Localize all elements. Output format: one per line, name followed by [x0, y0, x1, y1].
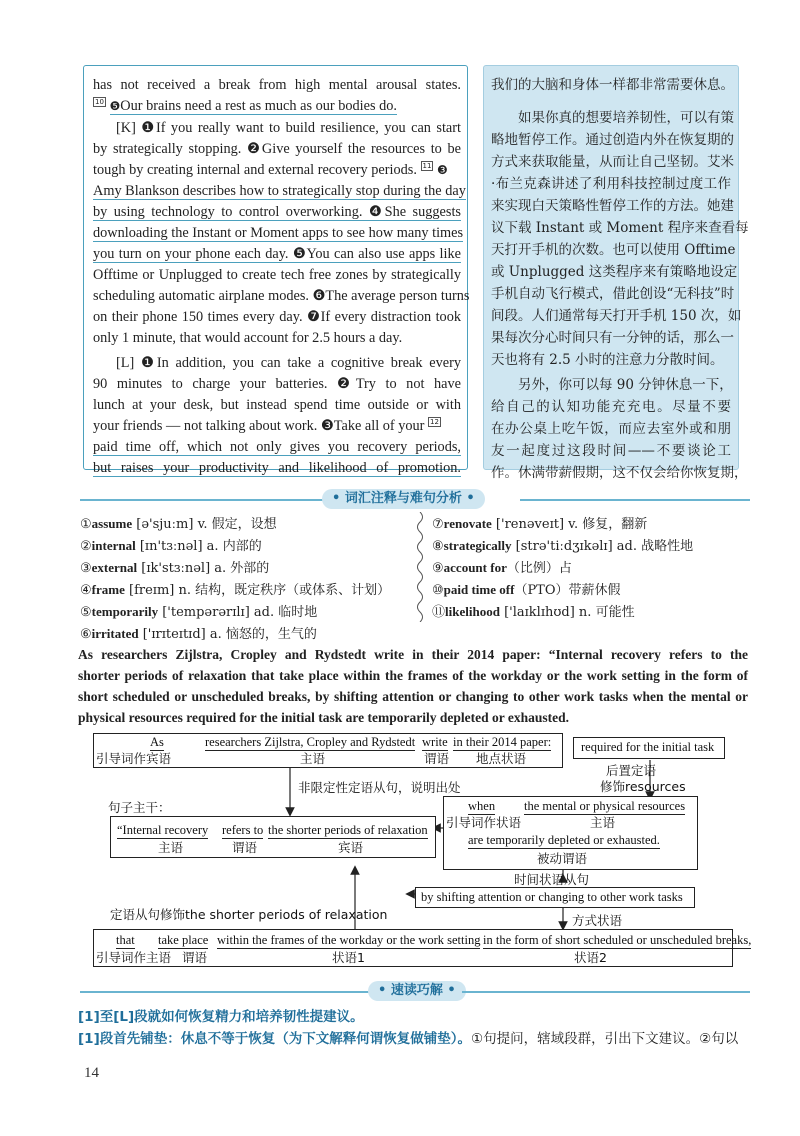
- diagram-word: within the frames of the workday or the work setting: [217, 933, 481, 947]
- diagram-label: 引导词作主语: [96, 950, 172, 965]
- translation-line: 我们的大脑和身体一样都非常需要休息。: [491, 77, 734, 93]
- sentence-marker: 11: [422, 162, 432, 171]
- reading-line: only 1 minute, that would account for 2.5 hours a day.: [93, 330, 403, 346]
- diagram-word: researchers Zijlstra, Cropley and Rydstedt: [205, 735, 416, 749]
- diagram-label: 地点状语: [476, 751, 527, 766]
- vocab-item: ⑧strategically [strə'tiːdʒɪkəlɪ] ad. 战略性地: [432, 538, 694, 554]
- reading-line: scheduling automatic airplane modes. ❻The average person turns: [93, 288, 470, 304]
- reading-line: tough by creating internal and external recovery periods. 11 ❸: [93, 162, 448, 178]
- vocab-item: ⑦renovate ['renəveɪt] v. 修复，翻新: [432, 516, 648, 532]
- reading-line: on their phone 150 times every day. ❼If every distraction took: [93, 309, 461, 325]
- main-clause-label: 句子主干：: [108, 800, 171, 815]
- reading-line: 10 ❺Our brains need a rest as much as our bodies do.: [95, 98, 397, 114]
- vocab-section-header: [80, 489, 750, 509]
- quick-read-line: [1]至[L]段就如何恢复精力和培养韧性提建议。: [78, 1009, 364, 1025]
- analysis-sentence-line: shorter periods of relaxation that take place within the frames of the workday or the work setting in the form of: [78, 668, 748, 683]
- header-rule: [80, 991, 372, 993]
- reading-line: Amy Blankson describes how to strategically stop during the day: [93, 183, 466, 199]
- diagram-label: 谓语: [232, 840, 258, 855]
- translation-line: 略地暂停工作。通过创造内外在恢复期的: [491, 132, 734, 148]
- reading-line: lunch at your desk, but instead spend time outside or with: [93, 397, 461, 413]
- diagram-word: are temporarily depleted or exhausted.: [468, 833, 660, 847]
- diagram-note: 定语从句修饰the shorter periods of relaxation: [110, 907, 388, 922]
- vocab-item: ④frame [freɪm] n. 结构，既定秩序（或体系、计划）: [80, 582, 391, 598]
- diagram-note: 方式状语: [572, 913, 623, 928]
- quick-read-line: [1]段首先铺垫：休息不等于恢复（为下文解释何谓恢复做铺垫）。①句提问，辖域段群，引出下文建议。②句以: [78, 1031, 739, 1047]
- vocab-item: ③external [ɪk'stɜːnəl] a. 外部的: [80, 560, 270, 576]
- diagram-word: refers to: [222, 823, 264, 837]
- diagram-word: the mental or physical resources: [524, 799, 686, 813]
- translation-line: 间段。人们通常每天打开手机 150 次，如: [491, 308, 742, 324]
- page-number: 14: [84, 1065, 99, 1081]
- diagram-label: 引导词作宾语: [96, 751, 172, 766]
- diagram-label: 状语1: [332, 950, 365, 965]
- diagram-word: by shifting attention or changing to other work tasks: [421, 890, 683, 904]
- translation-line: 或 Unplugged 这类程序来有策略地设定: [491, 264, 738, 280]
- reading-line: but raises your productivity and likelihood of promotion.: [93, 460, 461, 476]
- reading-line: by strategically stopping. ❷Give yourself the resources to be: [93, 141, 461, 157]
- diagram-word: the shorter periods of relaxation: [268, 823, 428, 837]
- reading-line: [L] ❶In addition, you can take a cognitive break every: [116, 355, 461, 371]
- diagram-label: 状语2: [574, 950, 607, 965]
- vocab-item: ⑥irritated ['ɪrɪteɪtɪd] a. 恼怒的，生气的: [80, 626, 317, 642]
- reading-line: has not received a break from high mental arousal states.: [93, 77, 461, 93]
- sentence-marker: 12: [430, 418, 439, 427]
- diagram-word: take place: [158, 933, 209, 947]
- diagram-label: 被动谓语: [537, 851, 588, 866]
- vocab-item: ②internal [ɪn'tɜːnəl] a. 内部的: [80, 538, 262, 554]
- translation-line: 作。休满带薪假期，这不仅会给你恢复期，: [491, 465, 748, 481]
- reading-line: paid time off, which not only gives you recovery periods,: [93, 439, 461, 455]
- analysis-sentence-line: physical resources required for the initial task are temporarily depleted or exhausted.: [78, 710, 569, 725]
- translation-line: 友一起度过这段时间——不要谈论工: [491, 443, 731, 459]
- translation-line: 来实现白天策略性暂停工作的方法。她建: [491, 198, 734, 214]
- translation-line: 方式来获取能量，从而让自己坚韧。艾米: [491, 154, 734, 170]
- vocab-item: ①assume [ə'sjuːm] v. 假定，设想: [80, 516, 277, 532]
- diagram-label: 主语: [158, 840, 184, 855]
- translation-line: 天也将有 2.5 小时的注意力分散时间。: [491, 352, 724, 368]
- diagram-label: 谓语: [182, 950, 208, 965]
- translation-line: 议下载 Instant 或 Moment 程序来查看每: [491, 220, 749, 236]
- translation-line: 如果你真的想要培养韧性，可以有策: [518, 110, 734, 126]
- diagram-label: 主语: [590, 815, 616, 830]
- reading-line: you turn on your phone each day. ❺You can also use apps like: [93, 246, 461, 262]
- translation-line: 给自己的认知功能充充电。尽量不要: [491, 399, 731, 415]
- vocab-item: ⑩paid time off（PTO）带薪休假: [432, 582, 621, 598]
- vocab-item: ⑨account for（比例）占: [432, 560, 572, 576]
- quick-read-section-header: [80, 981, 750, 1001]
- analysis-sentence-line: As researchers Zijlstra, Cropley and Rydstedt write in their 2014 paper: “Internal recovery refers to the: [78, 647, 748, 662]
- diagram-word: when: [468, 799, 496, 813]
- diagram-note: 修饰resources: [600, 779, 686, 794]
- diagram-word: that: [116, 933, 135, 947]
- vocab-divider-squiggle: [414, 512, 426, 622]
- diagram-word: As: [150, 735, 164, 749]
- diagram-note: 后置定语: [606, 763, 657, 778]
- vocab-item: ⑤temporarily ['tempərərɪlɪ] ad. 临时地: [80, 604, 318, 620]
- reading-line: by using technology to control overworking. ❹She suggests: [93, 204, 461, 220]
- diagram-label: 谓语: [424, 751, 450, 766]
- vocab-item: ⑪likelihood ['laɪklɪhʊd] n. 可能性: [432, 604, 635, 620]
- diagram-word: required for the initial task: [581, 740, 715, 754]
- diagram-note: 时间状语从句: [514, 872, 590, 887]
- diagram-word: in the form of short scheduled or unscheduled breaks,: [483, 933, 752, 947]
- analysis-sentence-line: short scheduled or unscheduled breaks, by shifting attention or changing to other work tasks when the mental or: [78, 689, 748, 704]
- diagram-label: 引导词作状语: [446, 815, 522, 830]
- header-rule: [80, 499, 330, 501]
- reading-line: your friends — not talking about work. ❸Take all of your 12: [93, 418, 439, 434]
- header-rule: [520, 499, 750, 501]
- reading-line: [K] ❶If you really want to build resilience, you can start: [116, 120, 461, 136]
- diagram-label: 宾语: [338, 840, 364, 855]
- header-rule: [462, 991, 750, 993]
- translation-line: 果每次分心时间只有一分钟的话，那么一: [491, 330, 734, 346]
- translation-line: 另外，你可以每 90 分钟休息一下，: [518, 377, 733, 393]
- reading-line: downloading the Instant or Moment apps to see how many times: [93, 225, 464, 241]
- reading-line: 90 minutes to charge your batteries. ❷Try to not have: [93, 376, 461, 392]
- diagram-note: 非限定性定语从句，说明出处: [298, 780, 461, 795]
- translation-line: 在办公桌上吃午饭，而应去室外或和朋: [491, 421, 731, 437]
- diagram-word: in their 2014 paper:: [453, 735, 552, 749]
- quick-read-title: • 速读巧解 •: [368, 981, 466, 1001]
- diagram-word: “Internal recovery: [117, 823, 209, 837]
- vocab-title: • 词汇注释与难句分析 •: [322, 489, 485, 509]
- reading-line: Offtime or Unplugged to create tech free zones by strategically: [93, 267, 461, 283]
- sentence-marker: 10: [95, 98, 104, 107]
- translation-line: 天打开手机的次数。也可以使用 Offtime: [491, 242, 736, 258]
- translation-line: ·布兰克森讲述了利用科技控制过度工作: [491, 176, 731, 192]
- diagram-word: write: [422, 735, 448, 749]
- translation-line: 手机自动飞行模式，借此创设“无科技”时: [491, 286, 735, 302]
- diagram-label: 主语: [300, 751, 326, 766]
